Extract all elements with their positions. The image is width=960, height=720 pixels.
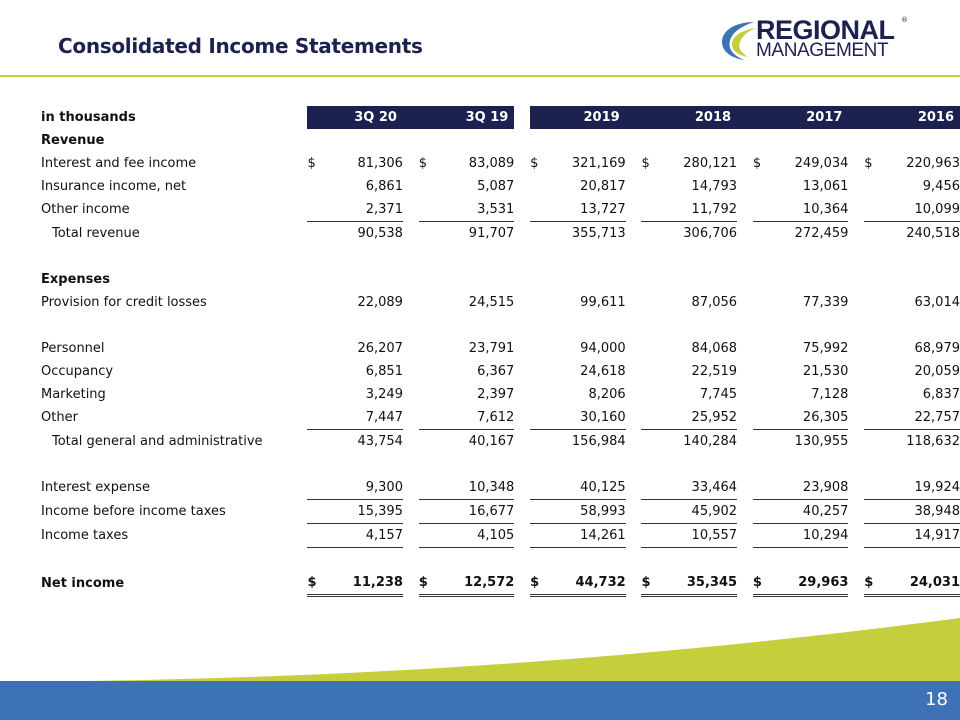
currency-symbol — [641, 406, 657, 430]
currency-symbol — [419, 360, 435, 383]
currency-symbol — [307, 476, 323, 500]
cell-value: 26,207 — [357, 341, 403, 356]
currency-symbol — [864, 476, 880, 500]
table-row — [38, 291, 960, 314]
logo-text-management: MANAGEMENT — [756, 40, 889, 61]
currency-symbol — [641, 198, 657, 222]
currency-symbol — [419, 222, 435, 246]
cell-value: 9,300 — [323, 476, 403, 500]
cell-value: 77,339 — [802, 295, 849, 310]
cell-value: 321,169 — [571, 156, 626, 171]
currency-symbol — [419, 337, 435, 360]
currency-symbol — [641, 337, 657, 360]
currency-symbol — [530, 524, 546, 548]
cell-value: 24,031 — [880, 571, 960, 596]
cell-value: 130,955 — [794, 434, 849, 449]
currency-symbol — [864, 175, 880, 198]
currency-symbol — [307, 430, 323, 454]
table-row — [38, 222, 960, 246]
currency-symbol — [753, 383, 769, 406]
cell-value: 38,948 — [880, 500, 960, 524]
currency-symbol: $ — [864, 571, 880, 596]
column-header: 2018 — [641, 106, 737, 129]
cell-value: 40,167 — [468, 434, 515, 449]
cell-value: 81,306 — [357, 156, 403, 171]
currency-symbol — [419, 430, 435, 454]
table-row — [38, 337, 960, 360]
currency-symbol — [530, 337, 546, 360]
column-header: 3Q 20 — [307, 106, 403, 129]
cell-value: 23,908 — [769, 476, 849, 500]
currency-symbol — [864, 222, 880, 246]
currency-symbol — [641, 500, 657, 524]
cell-value: 10,364 — [769, 198, 849, 222]
table-row — [38, 175, 960, 198]
row-label: Provision for credit losses — [41, 295, 207, 310]
row-label: Other income — [41, 202, 130, 218]
currency-symbol — [753, 360, 769, 383]
currency-symbol — [419, 500, 435, 524]
currency-symbol — [753, 406, 769, 430]
cell-value: 8,206 — [588, 387, 626, 402]
currency-symbol — [641, 383, 657, 406]
cell-value: 43,754 — [357, 434, 403, 449]
cell-value: 5,087 — [477, 179, 515, 194]
currency-symbol — [753, 476, 769, 500]
table-header-row — [38, 106, 960, 129]
currency-symbol — [419, 476, 435, 500]
cell-value: 7,128 — [811, 387, 849, 402]
currency-symbol — [307, 291, 323, 314]
cell-value: 11,238 — [323, 571, 403, 596]
cell-value: 9,456 — [922, 179, 960, 194]
footer-wave-decoration — [0, 610, 960, 685]
company-logo — [718, 16, 908, 64]
currency-symbol: $ — [530, 571, 546, 596]
cell-value: 6,837 — [922, 387, 960, 402]
cell-value: 22,757 — [880, 406, 960, 430]
row-label: Insurance income, net — [41, 179, 187, 194]
spacer-row — [38, 548, 960, 572]
currency-symbol — [864, 383, 880, 406]
header-divider — [0, 75, 960, 77]
currency-symbol — [530, 500, 546, 524]
units-label: in thousands — [41, 110, 136, 125]
cell-value: 14,261 — [546, 524, 626, 548]
cell-value: 15,395 — [323, 500, 403, 524]
currency-symbol — [307, 406, 323, 430]
cell-value: 29,963 — [769, 571, 849, 596]
currency-symbol: $ — [419, 571, 435, 596]
row-label: Personnel — [41, 341, 105, 356]
spacer-row — [38, 453, 960, 476]
currency-symbol: $ — [752, 156, 762, 171]
cell-value: 4,157 — [323, 524, 403, 548]
currency-symbol — [530, 198, 546, 222]
currency-symbol: $ — [641, 156, 650, 171]
cell-value: 7,447 — [323, 406, 403, 430]
currency-symbol — [530, 360, 546, 383]
cell-value: 68,979 — [914, 341, 960, 356]
cell-value: 249,034 — [794, 156, 849, 171]
cell-value: 7,612 — [435, 406, 515, 430]
cell-value: 40,125 — [546, 476, 626, 500]
logo-text-regional: REGIONAL — [756, 15, 895, 45]
currency-symbol — [864, 291, 880, 314]
table-row — [38, 524, 960, 548]
currency-symbol: $ — [530, 156, 539, 171]
cell-value: 280,121 — [683, 156, 738, 171]
currency-symbol: $ — [307, 571, 323, 596]
currency-symbol — [641, 360, 657, 383]
cell-value: 10,099 — [880, 198, 960, 222]
row-label: Net income — [41, 575, 125, 591]
currency-symbol: $ — [753, 571, 769, 596]
currency-symbol — [419, 198, 435, 222]
cell-value: 2,397 — [477, 387, 515, 402]
currency-symbol: $ — [307, 156, 316, 171]
currency-symbol — [307, 500, 323, 524]
cell-value: 83,089 — [468, 156, 515, 171]
currency-symbol: $ — [864, 156, 873, 171]
cell-value: 24,515 — [468, 295, 515, 310]
section-title: Expenses — [41, 272, 110, 287]
currency-symbol — [753, 337, 769, 360]
currency-symbol — [530, 430, 546, 454]
cell-value: 13,727 — [546, 198, 626, 222]
cell-value: 25,952 — [657, 406, 737, 430]
currency-symbol — [530, 175, 546, 198]
cell-value: 3,531 — [435, 198, 515, 222]
cell-value: 4,105 — [435, 524, 515, 548]
cell-value: 75,992 — [802, 341, 849, 356]
cell-value: 118,632 — [906, 434, 960, 449]
cell-value: 94,000 — [580, 341, 626, 356]
cell-value: 14,793 — [691, 179, 738, 194]
row-label: Other — [41, 410, 78, 426]
cell-value: 33,464 — [657, 476, 737, 500]
currency-symbol — [419, 524, 435, 548]
cell-value: 6,367 — [477, 364, 515, 379]
cell-value: 87,056 — [691, 295, 738, 310]
currency-symbol — [419, 406, 435, 430]
row-label: Income before income taxes — [41, 504, 226, 519]
table-row — [38, 571, 960, 596]
cell-value: 10,348 — [435, 476, 515, 500]
currency-symbol — [864, 198, 880, 222]
cell-value: 20,817 — [580, 179, 626, 194]
cell-value: 35,345 — [657, 571, 737, 596]
cell-value: 220,963 — [906, 156, 960, 171]
currency-symbol — [419, 291, 435, 314]
cell-value: 84,068 — [691, 341, 738, 356]
currency-symbol — [864, 337, 880, 360]
currency-symbol — [307, 222, 323, 246]
cell-value: 10,294 — [769, 524, 849, 548]
cell-value: 13,061 — [802, 179, 849, 194]
page-title: Consolidated Income Statements — [58, 34, 423, 58]
currency-symbol — [641, 430, 657, 454]
cell-value: 22,519 — [691, 364, 738, 379]
table-row — [38, 406, 960, 430]
spacer-row — [38, 245, 960, 268]
cell-value: 2,371 — [323, 198, 403, 222]
currency-symbol — [530, 406, 546, 430]
row-label: Total revenue — [52, 225, 140, 241]
column-header: 2019 — [530, 106, 626, 129]
row-label: Interest expense — [41, 480, 150, 496]
currency-symbol — [641, 476, 657, 500]
currency-symbol — [641, 524, 657, 548]
cell-value: 10,557 — [657, 524, 737, 548]
currency-symbol — [864, 406, 880, 430]
footer-bar — [0, 681, 960, 720]
currency-symbol — [307, 198, 323, 222]
currency-symbol — [641, 222, 657, 246]
currency-symbol — [641, 291, 657, 314]
currency-symbol — [753, 198, 769, 222]
currency-symbol — [864, 360, 880, 383]
table-row — [38, 152, 960, 175]
column-header: 2016 — [864, 106, 960, 129]
currency-symbol — [753, 430, 769, 454]
cell-value: 63,014 — [914, 295, 960, 310]
table-row — [38, 383, 960, 406]
currency-symbol — [307, 360, 323, 383]
currency-symbol — [530, 383, 546, 406]
currency-symbol — [864, 524, 880, 548]
column-header: 3Q 19 — [419, 106, 515, 129]
currency-symbol — [753, 222, 769, 246]
cell-value: 24,618 — [580, 364, 626, 379]
currency-symbol — [530, 291, 546, 314]
cell-value: 30,160 — [546, 406, 626, 430]
table-row — [38, 430, 960, 454]
column-header: 2017 — [753, 106, 849, 129]
cell-value: 16,677 — [435, 500, 515, 524]
row-label: Interest and fee income — [41, 156, 197, 171]
currency-symbol — [530, 476, 546, 500]
cell-value: 6,861 — [365, 179, 403, 194]
currency-symbol — [753, 524, 769, 548]
currency-symbol — [753, 500, 769, 524]
currency-symbol — [307, 175, 323, 198]
cell-value: 140,284 — [683, 434, 738, 449]
cell-value: 14,917 — [880, 524, 960, 548]
cell-value: 355,713 — [571, 226, 626, 241]
currency-symbol — [641, 175, 657, 198]
currency-symbol — [307, 337, 323, 360]
cell-value: 45,902 — [657, 500, 737, 524]
cell-value: 11,792 — [657, 198, 737, 222]
cell-value: 26,305 — [769, 406, 849, 430]
table-row — [38, 500, 960, 524]
currency-symbol — [753, 291, 769, 314]
row-label: Occupancy — [41, 364, 114, 379]
section-header-row — [38, 129, 960, 152]
currency-symbol — [530, 222, 546, 246]
cell-value: 7,745 — [699, 387, 738, 402]
cell-value: 3,249 — [365, 387, 403, 402]
currency-symbol — [864, 430, 880, 454]
cell-value: 12,572 — [435, 571, 515, 596]
currency-symbol — [419, 383, 435, 406]
cell-value: 272,459 — [794, 226, 849, 241]
cell-value: 22,089 — [357, 295, 403, 310]
currency-symbol — [753, 175, 769, 198]
currency-symbol — [307, 524, 323, 548]
row-label: Marketing — [41, 387, 106, 402]
cell-value: 156,984 — [571, 434, 626, 449]
cell-value: 23,791 — [468, 341, 515, 356]
income-statement-table — [38, 106, 960, 597]
cell-value: 91,707 — [468, 226, 515, 241]
currency-symbol: $ — [641, 571, 657, 596]
cell-value: 40,257 — [769, 500, 849, 524]
cell-value: 306,706 — [683, 226, 738, 241]
cell-value: 6,851 — [365, 364, 403, 379]
currency-symbol — [307, 383, 323, 406]
spacer-row — [38, 314, 960, 337]
cell-value: 90,538 — [357, 226, 403, 241]
section-title: Revenue — [41, 133, 105, 148]
currency-symbol — [419, 175, 435, 198]
row-label: Income taxes — [41, 528, 129, 543]
page-number: 18 — [925, 689, 948, 710]
table-row — [38, 198, 960, 222]
table-row — [38, 360, 960, 383]
cell-value: 20,059 — [914, 364, 960, 379]
logo-swoosh-icon — [718, 18, 758, 62]
logo-registered-mark: ® — [901, 16, 908, 24]
currency-symbol: $ — [418, 156, 428, 171]
table-row — [38, 476, 960, 500]
cell-value: 99,611 — [580, 295, 626, 310]
cell-value: 44,732 — [546, 571, 626, 596]
currency-symbol — [864, 500, 880, 524]
row-label: Total general and administrative — [52, 433, 263, 449]
cell-value: 240,518 — [906, 226, 960, 241]
cell-value: 19,924 — [880, 476, 960, 500]
cell-value: 21,530 — [802, 364, 849, 379]
section-header-row — [38, 268, 960, 291]
cell-value: 58,993 — [546, 500, 626, 524]
